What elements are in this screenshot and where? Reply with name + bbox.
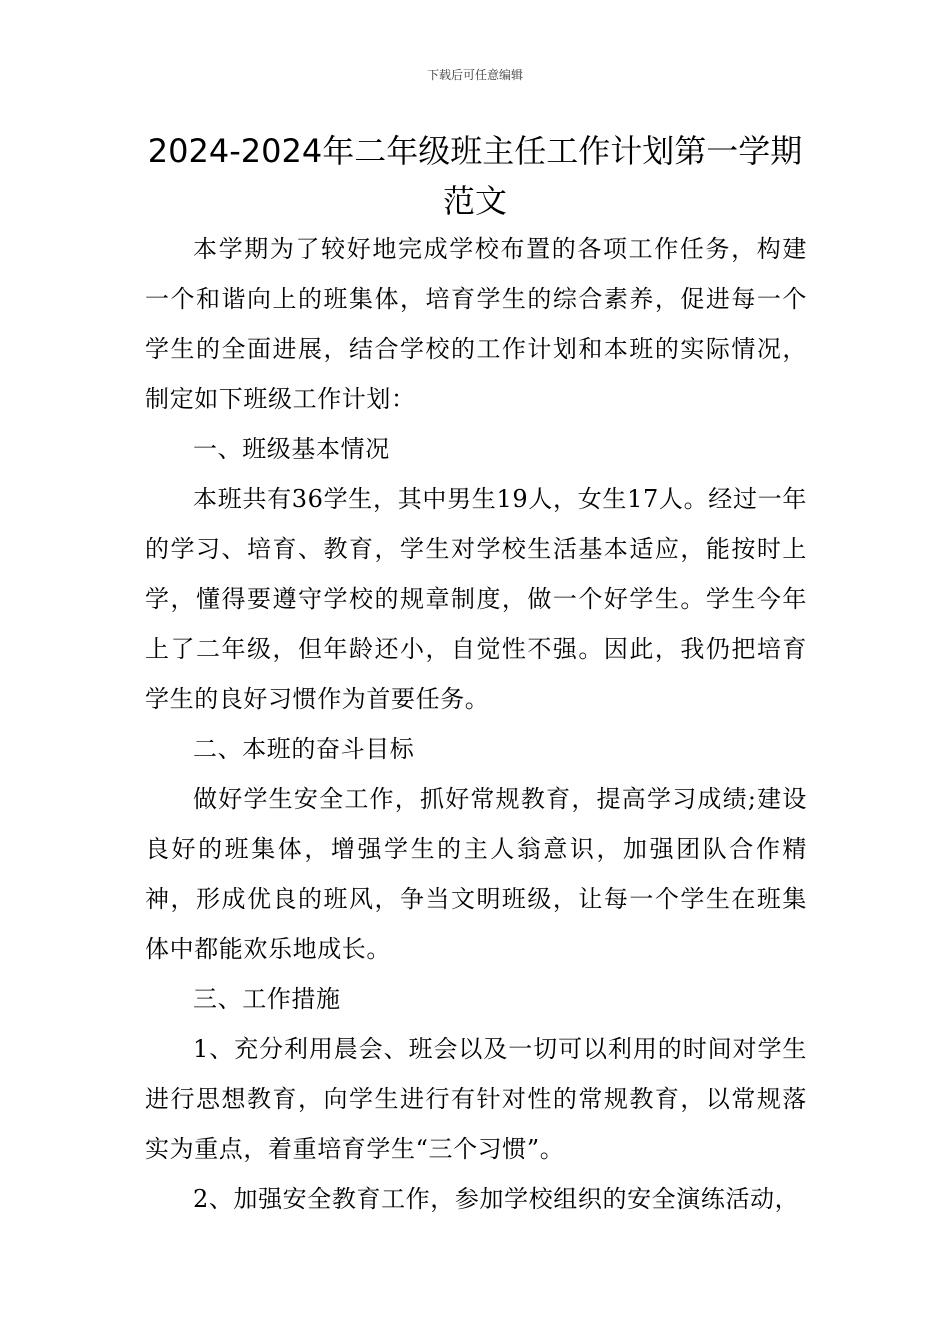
document-title: 2024-2024年二年级班主任工作计划第一学期范文 (147, 132, 803, 220)
paragraph-goals: 做好学生安全工作，抓好常规教育，提高学习成绩;建设良好的班集体，增强学生的主人翁意识，加强团队合作精神，形成优良的班风，争当文明班级，让每一个学生在班集体中都能欢乐地成长。 (145, 785, 807, 963)
section-heading-3: 三、工作措施 (193, 985, 341, 1013)
paragraph-intro: 本学期为了较好地完成学校布置的各项工作任务，构建一个和谐向上的班集体，培育学生的综合素养，促进每一个学生的全面进展，结合学校的工作计划和本班的实际情况，制定如下班级工作计划： (145, 235, 807, 413)
section-heading-2: 二、本班的奋斗目标 (193, 735, 415, 763)
section-heading-1: 一、班级基本情况 (193, 435, 390, 463)
paragraph-measure-1: 1、充分利用晨会、班会以及一切可以利用的时间对学生进行思想教育，向学生进行有针对性的常规教育，以常规落实为重点，着重培育学生“三个习惯”。 (145, 1035, 807, 1163)
paragraph-measure-2: 2、加强安全教育工作，参加学校组织的安全演练活动， (193, 1185, 800, 1213)
paragraph-class-situation: 本班共有36学生，其中男生19人，女生17人。经过一年的学习、培育、教育，学生对学校生活基本适应，能按时上学，懂得要遵守学校的规章制度，做一个好学生。学生今年上了二年级，但年龄还小，自觉性不强。因此，我仍把培育学生的良好习惯作为首要任务。 (145, 485, 807, 713)
header-note: 下载后可任意编辑 (426, 68, 523, 82)
document-body (145, 224, 807, 1224)
